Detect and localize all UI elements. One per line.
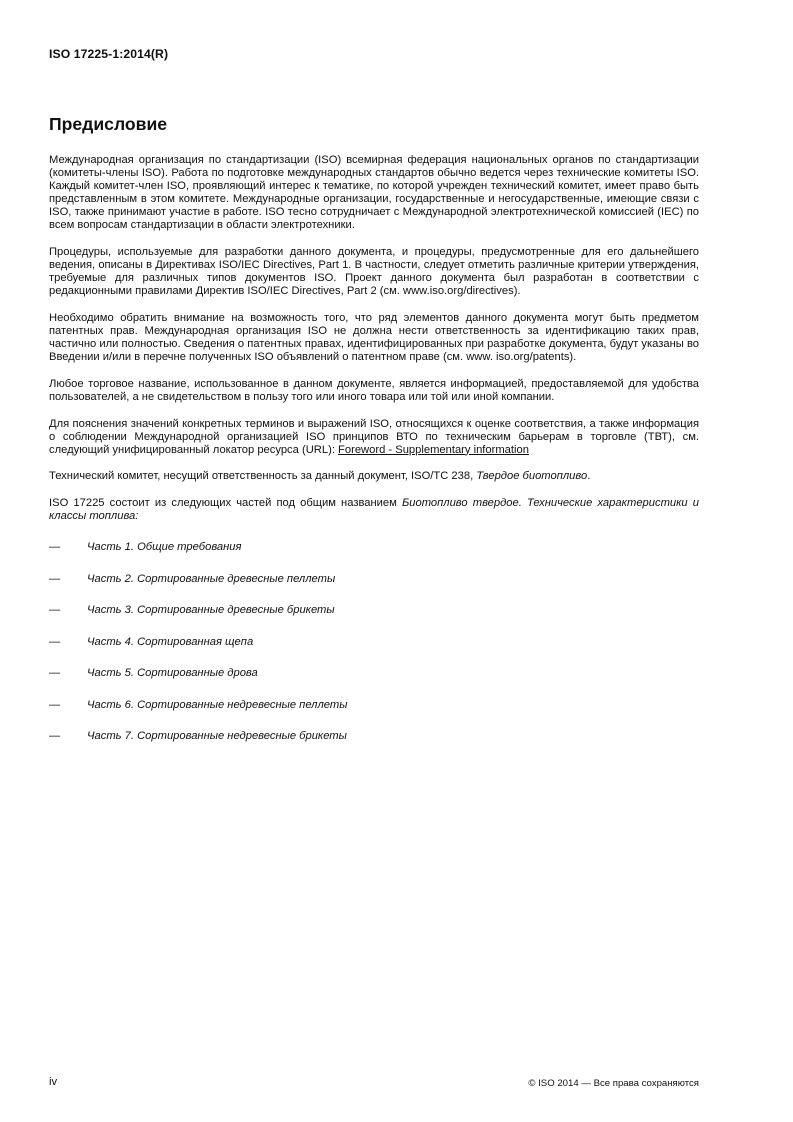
conformity-text: Для пояснения значений конкретных терминов и выражений ISO, относящихся к оценке соответствия, а также информация о соблюдении Международной организацией ISO принципов ВТО по техническим барьерам в торговле (ТВТ), см. следующий унифицированный локатор ресурса (URL): bbox=[49, 417, 699, 456]
parts-list bbox=[49, 541, 699, 762]
list-dash: — bbox=[49, 604, 61, 617]
paragraph-trade-names: Любое торговое название, использованное в данном документе, является информацией, предоставляемой для удобства пользователей, а не свидетельством в пользу того или иного товара или той или иной компании. bbox=[49, 377, 699, 403]
list-item-text: Часть 6. Сортированные недревесные пеллеты bbox=[87, 698, 348, 711]
copyright-notice: © ISO 2014 — Все права сохраняются bbox=[528, 1078, 699, 1089]
paragraph-committee bbox=[49, 470, 699, 483]
list-item-text: Часть 7. Сортированные недревесные брикеты bbox=[87, 730, 347, 743]
paragraph-procedures: Процедуры, используемые для разработки данного документа, и процедуры, предусмотренные для его дальнейшего ведения, описаны в Директивах ISO/IEC Directives, Part 1. В частности, следует отметить различные критерии утверждения, требуемые для различных типов документов ISO. Проект данного документа был разработан в соответствии с редакционными правилами Директив ISO/IEC Directives, Part 2 (см. www.iso.org/directives). bbox=[49, 246, 699, 298]
parts-intro-text: ISO 17225 состоит из следующих частей под общим названием bbox=[49, 496, 402, 509]
supplementary-information-link[interactable]: Foreword - Supplementary information bbox=[338, 443, 529, 456]
list-item bbox=[49, 604, 699, 636]
committee-end: . bbox=[587, 470, 591, 483]
list-dash: — bbox=[49, 730, 61, 743]
committee-name: Твердое биотопливо bbox=[476, 470, 588, 483]
paragraph-parts-intro bbox=[49, 497, 699, 523]
list-item-text: Часть 2. Сортированные древесные пеллеты bbox=[87, 572, 336, 585]
paragraph-patents: Необходимо обратить внимание на возможность того, что ряд элементов данного документа могут быть предметом патентных прав. Международная организация ISO не должна нести ответственность за идентификацию таких прав, частично или полностью. Сведения о патентных правах, идентифицированных при разработке документа, будут указаны во Введении и/или в перечне полученных ISO объявлений о патентном праве (см. www. iso.org/patents). bbox=[49, 311, 699, 364]
page-number: iv bbox=[49, 1076, 58, 1088]
list-item-text: Часть 3. Сортированные древесные брикеты bbox=[87, 604, 335, 617]
list-dash: — bbox=[49, 572, 61, 585]
list-dash: — bbox=[49, 541, 61, 554]
list-dash: — bbox=[49, 635, 61, 648]
list-item bbox=[49, 730, 699, 762]
list-item bbox=[49, 699, 699, 731]
document-id: ISO 17225-1:2014(R) bbox=[49, 47, 169, 61]
list-item-text: Часть 5. Сортированные дрова bbox=[87, 667, 258, 680]
document-body bbox=[49, 154, 699, 762]
list-item-text: Часть 4. Сортированная щепа bbox=[87, 635, 254, 648]
list-item bbox=[49, 541, 699, 573]
paragraph-conformity bbox=[49, 418, 699, 457]
page-title: Предисловие bbox=[49, 114, 168, 134]
list-dash: — bbox=[49, 667, 61, 680]
committee-text: Технический комитет, несущий ответственность за данный документ, ISO/TC 238, bbox=[49, 470, 477, 483]
list-dash: — bbox=[49, 698, 61, 711]
list-item bbox=[49, 667, 699, 699]
list-item bbox=[49, 573, 699, 605]
list-item bbox=[49, 636, 699, 668]
parts-general-title: Биотопливо твердое. Технические характеристики и классы топлива: bbox=[49, 496, 699, 522]
paragraph-about-iso: Международная организация по стандартизации (ISO) всемирная федерация национальных органов по стандартизации (комитеты-члены ISO). Работа по подготовке международных стандартов обычно ведется через технические комитеты ISO. Каждый комитет-член ISO, проявляющий интерес к тематике, по которой учрежден технический комитет, имеет право быть представленным в этом комитете. Международные организации, государственные и негосударственные, имеющие связи с ISO, также принимают участие в работе. ISO тесно сотрудничает с Международной электротехнической комиссией (IEC) по всем вопросам стандартизации в области электротехники. bbox=[49, 154, 699, 232]
list-item-text: Часть 1. Общие требования bbox=[87, 541, 242, 554]
